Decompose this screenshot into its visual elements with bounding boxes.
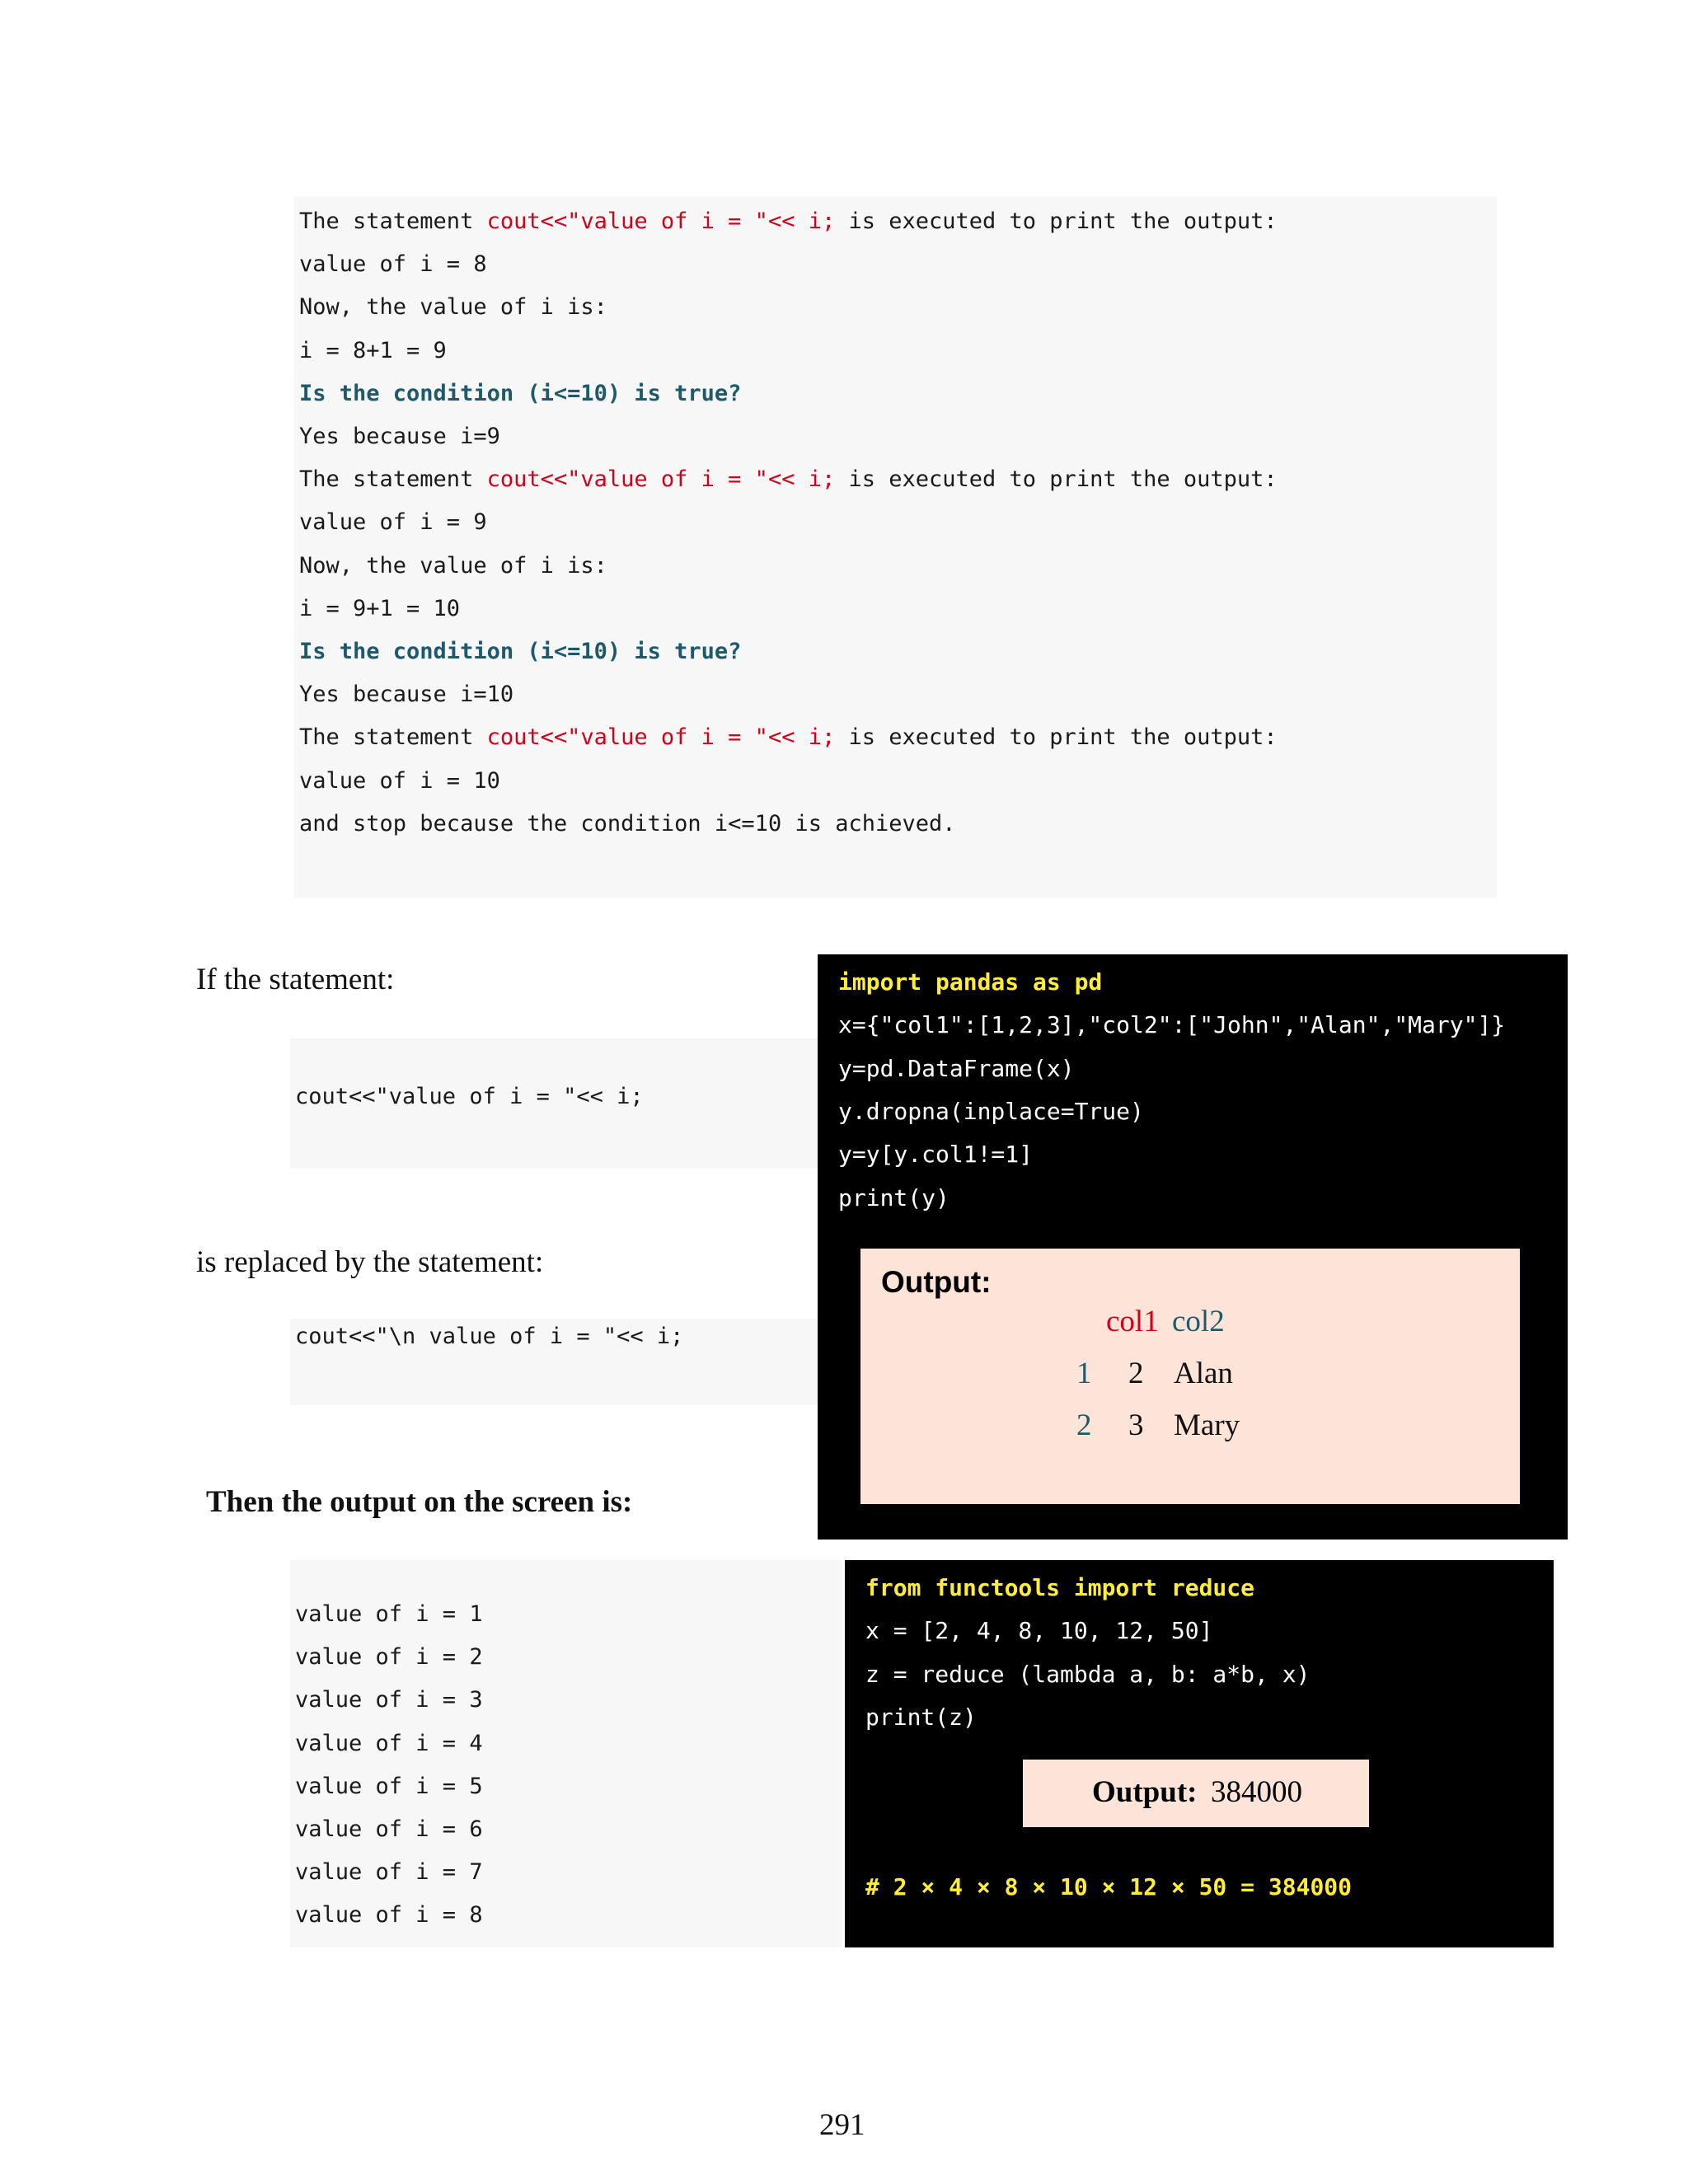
code-snippet: cout<<"value of i = "<< i; [486, 724, 836, 751]
explanation-code-block [294, 196, 1497, 898]
reduce-code-panel [845, 1560, 1554, 1947]
code-line: y=pd.DataFrame(x) [838, 1054, 1075, 1082]
if-statement-heading: If the statement: [196, 963, 395, 996]
statement-line [299, 724, 1278, 751]
code-line: import pandas as pd [838, 968, 1103, 996]
table-cell: 3 [1128, 1408, 1144, 1442]
code-line: y=y[y.col1!=1] [838, 1141, 1034, 1169]
output-line: value of i = 4 [295, 1730, 483, 1756]
text-segment: The statement [299, 209, 487, 234]
pandas-output-title: Output: [881, 1265, 992, 1299]
output-line: value of i = 7 [295, 1859, 483, 1886]
condition-question: Is the condition (i<=10) is true? [299, 380, 742, 406]
reduce-comment: # 2 × 4 × 8 × 10 × 12 × 50 = 384000 [865, 1873, 1353, 1900]
pandas-output-box [860, 1249, 1520, 1504]
explanation-line: value of i = 9 [299, 509, 487, 536]
explanation-line: Yes because i=9 [299, 424, 500, 449]
code-line: x = [2, 4, 8, 10, 12, 50] [865, 1617, 1213, 1645]
code-snippet: cout<<"value of i = "<< i; [486, 466, 836, 493]
output-line: value of i = 3 [295, 1687, 483, 1713]
code-line: x={"col1":[1,2,3],"col2":["John","Alan","Mary"]} [838, 1011, 1506, 1039]
then-output-heading: Then the output on the screen is: [206, 1485, 633, 1519]
statement-2-box [290, 1319, 818, 1405]
text-segment: is executed to print the output: [835, 724, 1278, 751]
table-row-index: 1 [1076, 1357, 1092, 1390]
output-line: value of i = 2 [295, 1644, 483, 1671]
reduce-output-label: Output: [1092, 1775, 1198, 1809]
output-line: value of i = 6 [295, 1816, 483, 1842]
code-snippet: cout<<"value of i = "<< i; [486, 209, 836, 234]
reduce-output-value: 384000 [1211, 1775, 1302, 1809]
text-segment: is executed to print the output: [835, 466, 1278, 493]
statement-1-box [290, 1038, 818, 1169]
code-line: print(z) [865, 1703, 977, 1731]
table-row-index: 2 [1076, 1408, 1092, 1442]
explanation-line: Now, the value of i is: [299, 294, 607, 321]
explanation-line: i = 8+1 = 9 [299, 337, 447, 363]
table-header-col1: col1 [1106, 1305, 1159, 1338]
statement-line [299, 466, 1278, 493]
replaced-by-heading: is replaced by the statement: [196, 1245, 544, 1279]
explanation-line: value of i = 8 [299, 251, 487, 278]
explanation-line: value of i = 10 [299, 767, 500, 794]
pandas-code-panel [818, 954, 1568, 1540]
table-header-col2: col2 [1172, 1305, 1225, 1338]
explanation-line: and stop because the condition i<=10 is achieved. [299, 810, 956, 837]
table-cell: Alan [1174, 1357, 1233, 1390]
statement-2: cout<<"\n value of i = "<< i; [295, 1324, 684, 1349]
page-number: 291 [819, 2108, 865, 2142]
statement-1: cout<<"value of i = "<< i; [295, 1084, 644, 1109]
text-segment: The statement [299, 466, 487, 493]
table-cell: 2 [1128, 1357, 1144, 1390]
code-line: y.dropna(inplace=True) [838, 1097, 1144, 1125]
explanation-line: Yes because i=10 [299, 682, 514, 708]
screen-output-box [290, 1560, 842, 1947]
text-segment: The statement [299, 724, 487, 751]
statement-line [299, 210, 1278, 232]
table-cell: Mary [1174, 1408, 1240, 1442]
code-line: from functools import reduce [865, 1574, 1255, 1601]
output-line: value of i = 1 [295, 1601, 483, 1627]
output-line: value of i = 8 [295, 1902, 483, 1929]
explanation-line: Now, the value of i is: [299, 552, 607, 579]
code-line: print(y) [838, 1183, 950, 1212]
output-line: value of i = 5 [295, 1773, 483, 1799]
condition-question: Is the condition (i<=10) is true? [299, 639, 742, 664]
text-segment: is executed to print the output: [835, 209, 1278, 234]
reduce-output-box [1023, 1760, 1369, 1827]
code-line: z = reduce (lambda a, b: a*b, x) [865, 1660, 1311, 1688]
explanation-line: i = 9+1 = 10 [299, 595, 461, 621]
